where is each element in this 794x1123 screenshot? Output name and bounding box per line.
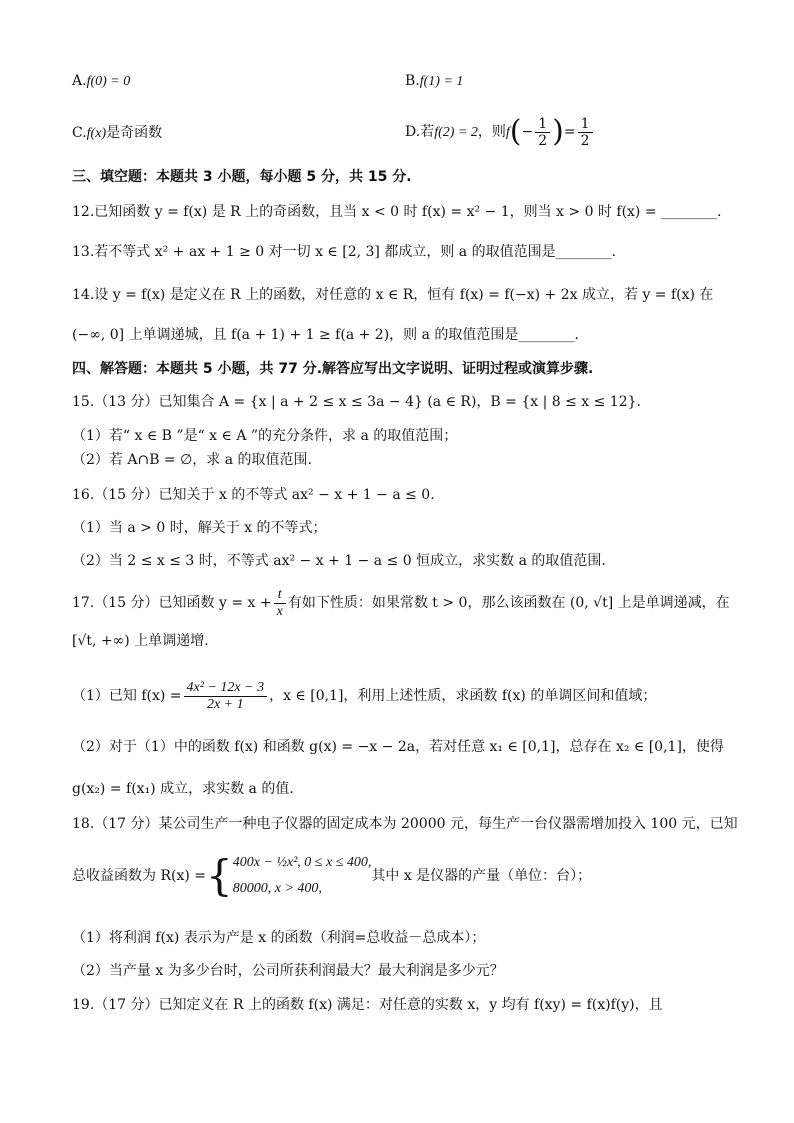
frac-num: t xyxy=(274,587,286,604)
frac-den: 2x + 1 xyxy=(206,696,244,712)
section-4-heading: 四、解答题：本题共 5 小题，共 77 分.解答应写出文字说明、证明过程或演算步骤. xyxy=(72,361,594,377)
question-17-line2: [√t, +∞) 上单调递增. xyxy=(72,633,209,649)
option-c-label: C. xyxy=(72,125,87,141)
question-16-part2: （2）当 2 ≤ x ≤ 3 时，不等式 ax² − x + 1 − a ≤ 0 恒成立，求实数 a 的取值范围. xyxy=(72,553,606,569)
option-d-eq: = xyxy=(563,124,576,140)
q17-part1-b: ，x ∈ [0,1]，利用上述性质，求函数 f(x) 的单调区间和值域； xyxy=(269,688,657,704)
question-18-stem: 18.（17 分）某公司生产一种电子仪器的固定成本为 20000 元，每生产一台仪器需增加投入 100 元，已知 xyxy=(72,816,738,832)
question-17-part2: （2）对于（1）中的函数 f(x) 和函数 g(x) = −x − 2a，若对任意 x₁ ∈ [0,1]，总存在 x₂ ∈ [0,1]，使得 xyxy=(72,739,724,755)
question-14-line1: 14.设 y = f(x) 是定义在 R 上的函数，对任意的 x ∈ R，恒有 f(x) = f(−x) + 2x 成立，若 y = f(x) 在 xyxy=(72,287,714,303)
question-19-stem: 19.（17 分）已知定义在 R 上的函数 f(x) 满足：对任意的实数 x，y 均有 f(xy) = f(x)f(y)，且 xyxy=(72,997,663,1013)
question-16-part1: （1）当 a > 0 时，解关于 x 的不等式； xyxy=(72,520,327,536)
q18-case1: 400x − ½x², 0 ≤ x ≤ 400, xyxy=(232,855,372,870)
q18-case2: 80000, x > 400, xyxy=(232,881,322,896)
q18-rev-b: 其中 x 是仪器的产量（单位：台）； xyxy=(371,868,592,884)
option-b-expr: f(1) = 1 xyxy=(419,74,464,89)
option-b xyxy=(405,72,463,91)
left-brace: { xyxy=(206,851,233,900)
q18-rev-a: 总收益函数为 R(x) = xyxy=(72,868,206,884)
section-3-heading: 三、填空题：本题共 3 小题，每小题 5 分，共 15 分. xyxy=(72,169,412,185)
question-15-part1: （1）若“ x ∈ B ”是“ x ∈ A ”的充分条件，求 a 的取值范围； xyxy=(72,428,458,444)
question-13: 13.若不等式 x² + ax + 1 ≥ 0 对一切 x ∈ [2, 3] 都成立，则 a 的取值范围是________. xyxy=(72,244,617,260)
question-17-part1 xyxy=(72,676,656,716)
option-a xyxy=(72,72,130,91)
option-a-expr: f(0) = 0 xyxy=(86,74,131,89)
frac-num: 1 xyxy=(535,116,550,133)
option-d xyxy=(405,114,595,151)
question-18-part2: （2）当产量 x 为多少台时，公司所获利润最大？最大利润是多少元？ xyxy=(72,963,504,979)
frac-den: x xyxy=(276,603,283,619)
option-d-label: D.若 xyxy=(405,124,435,140)
question-15-stem: 15.（13 分）已知集合 A = {x | a + 2 ≤ x ≤ 3a − 4} (a ∈ R)，B = {x | 8 ≤ x ≤ 12}. xyxy=(72,394,641,410)
q17-part1-a: （1）已知 f(x) = xyxy=(72,688,182,704)
question-18-part1: （1）将利润 f(x) 表示为产是 x 的函数（利润=总收益－总成本）； xyxy=(72,930,486,946)
option-d-sep: ，则 xyxy=(477,124,506,140)
option-c-expr: f(x) xyxy=(86,126,107,141)
q17-stem-b: 有如下性质：如果常数 t > 0，那么该函数在 (0, √t] 上是单调递减，在 xyxy=(287,595,730,611)
question-17-stem xyxy=(72,583,730,623)
question-12: 12.已知函数 y = f(x) 是 R 上的奇函数，且当 x < 0 时 f(x) = x² − 1，则当 x > 0 时 f(x) = ________. xyxy=(72,204,722,220)
q17-part1-frac xyxy=(184,680,268,713)
option-b-label: B. xyxy=(405,73,420,89)
option-d-fn: f xyxy=(505,125,510,140)
q17-stem-a: 17.（15 分）已知函数 y = x + xyxy=(72,595,272,611)
option-d-frac xyxy=(535,116,550,149)
frac-num: 4x² − 12x − 3 xyxy=(184,680,268,697)
left-paren: ( xyxy=(509,114,522,149)
question-18-revenue xyxy=(72,846,591,906)
frac-den: 2 xyxy=(580,132,590,149)
option-d-rhs-frac xyxy=(578,116,593,149)
option-c-text: 是奇函数 xyxy=(106,125,163,141)
option-c xyxy=(72,124,162,143)
frac-den: 2 xyxy=(538,132,548,149)
q18-piecewise xyxy=(233,850,372,902)
option-a-label: A. xyxy=(72,73,87,89)
question-16-stem: 16.（15 分）已知关于 x 的不等式 ax² − x + 1 − a ≤ 0. xyxy=(72,487,435,503)
option-d-minus: − xyxy=(521,124,534,140)
option-d-cond: f(2) = 2 xyxy=(434,125,478,140)
question-17-part2-line2: g(x₂) = f(x₁) 成立，求实数 a 的值. xyxy=(72,781,294,797)
frac-num: 1 xyxy=(578,116,593,133)
question-14-line2: (−∞, 0] 上单调递城，且 f(a + 1) + 1 ≥ f(a + 2)，则 a 的取值范围是________. xyxy=(72,327,579,343)
q17-stem-frac xyxy=(274,587,286,620)
right-paren: ) xyxy=(552,114,564,149)
question-15-part2: （2）若 A∩B = ∅，求 a 的取值范围. xyxy=(72,452,313,468)
